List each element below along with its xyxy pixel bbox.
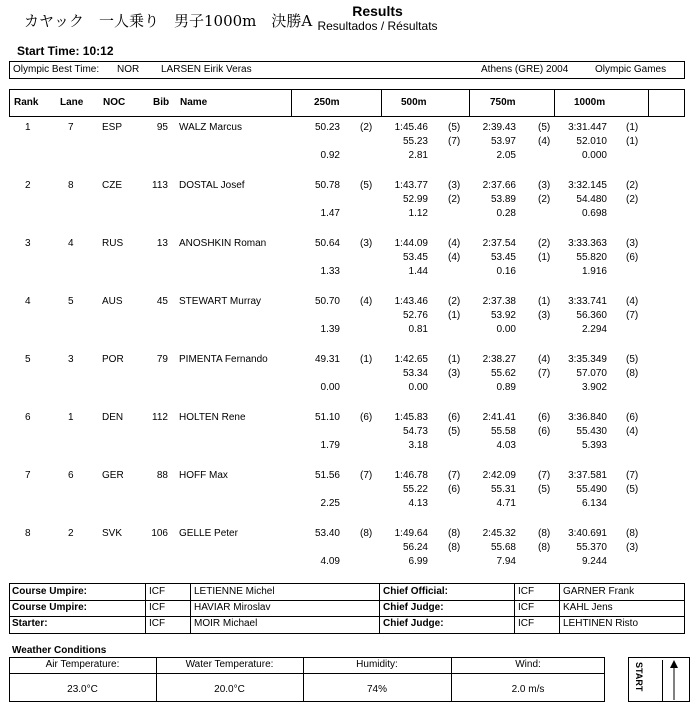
row-name: DOSTAL Josef [179,180,245,191]
row-bib: 79 [156,354,168,365]
official-role: Chief Judge: [383,618,444,629]
time-500m: 1:43.46 [394,296,428,307]
record-holder: LARSEN Eirik Veras [161,64,252,75]
col-250m: 250m [314,97,340,108]
split-500m: 55.23 [402,136,428,147]
row-name: ANOSHKIN Roman [179,238,267,249]
split-750m: 55.58 [490,426,516,437]
course-line [662,660,663,702]
behind-1000m: 6.134 [581,498,607,509]
official-org: ICF [149,586,166,597]
split-rank-500m: (5) [448,426,461,437]
rank-1000m: (4) [626,296,639,307]
col-name: Name [180,97,208,108]
col-divider [554,89,555,117]
row-bib: 88 [156,470,168,481]
row-lane: 7 [68,122,74,133]
split-rank-750m: (7) [538,368,551,379]
rank-500m: (5) [448,122,461,133]
behind-250m: 1.47 [320,208,340,219]
row-bib: 13 [156,238,168,249]
time-1000m: 3:33.363 [568,238,607,249]
behind-500m: 4.13 [408,498,428,509]
official-role: Chief Judge: [383,602,444,613]
behind-750m: 7.94 [496,556,516,567]
official-name: LETIENNE Michel [194,586,275,597]
official-name: HAVIAR Miroslav [194,602,271,613]
split-rank-750m: (6) [538,426,551,437]
time-1000m: 3:35.349 [568,354,607,365]
row-noc: POR [102,354,124,365]
start-label: START [634,662,644,692]
row-name: HOFF Max [179,470,228,481]
rank-250m: (6) [360,412,373,423]
behind-250m: 1.33 [320,266,340,277]
row-rank: 6 [25,412,31,423]
split-750m: 55.62 [490,368,516,379]
time-250m: 51.56 [314,470,340,481]
behind-1000m: 1.916 [581,266,607,277]
wind-value: 2.0 m/s [511,684,545,695]
time-1000m: 3:36.840 [568,412,607,423]
time-250m: 50.78 [314,180,340,191]
split-rank-500m: (6) [448,484,461,495]
behind-250m: 4.09 [320,556,340,567]
row-noc: CZE [102,180,122,191]
split-rank-1000m: (4) [626,426,639,437]
split-1000m: 56.360 [576,310,607,321]
official-role: Chief Official: [383,586,449,597]
behind-1000m: 5.393 [581,440,607,451]
rank-250m: (3) [360,238,373,249]
rank-500m: (6) [448,412,461,423]
row-lane: 5 [68,296,74,307]
time-750m: 2:37.54 [482,238,516,249]
behind-250m: 1.39 [320,324,340,335]
behind-250m: 1.79 [320,440,340,451]
time-750m: 2:41.41 [482,412,516,423]
row-noc: DEN [102,412,124,423]
rank-1000m: (2) [626,180,639,191]
air-temp-label: Air Temperature: [45,659,120,670]
split-750m: 55.68 [490,542,516,553]
time-250m: 53.40 [314,528,340,539]
split-750m: 53.97 [490,136,516,147]
rank-250m: (7) [360,470,373,481]
rank-250m: (1) [360,354,373,365]
split-500m: 52.76 [402,310,428,321]
split-rank-500m: (8) [448,542,461,553]
row-rank: 4 [25,296,31,307]
col-divider [469,89,470,117]
row-name: STEWART Murray [179,296,262,307]
col-divider [291,89,292,117]
rank-250m: (5) [360,180,373,191]
row-noc: ESP [102,122,123,133]
split-1000m: 55.370 [576,542,607,553]
row-noc: RUS [102,238,124,249]
split-1000m: 55.490 [576,484,607,495]
split-rank-750m: (3) [538,310,551,321]
behind-500m: 2.81 [408,150,428,161]
behind-1000m: 9.244 [581,556,607,567]
air-temp-value: 23.0°C [67,684,98,695]
officials-col-divider [514,583,515,634]
official-role: Course Umpire: [12,586,88,597]
row-lane: 8 [68,180,74,191]
time-500m: 1:43.77 [394,180,428,191]
time-1000m: 3:33.741 [568,296,607,307]
record-games: Olympic Games [595,64,667,75]
row-name: GELLE Peter [179,528,238,539]
split-rank-1000m: (1) [626,136,639,147]
record-noc: NOR [117,64,140,75]
split-rank-750m: (1) [538,252,551,263]
col-750m: 750m [490,97,516,108]
rank-1000m: (6) [626,412,639,423]
rank-750m: (7) [538,470,551,481]
col-500m: 500m [401,97,427,108]
split-rank-1000m: (6) [626,252,639,263]
rank-500m: (7) [448,470,461,481]
officials-col-divider [379,583,380,634]
split-1000m: 57.070 [576,368,607,379]
row-bib: 95 [156,122,168,133]
time-1000m: 3:40.691 [568,528,607,539]
row-noc: AUS [102,296,123,307]
behind-750m: 0.16 [496,266,516,277]
split-750m: 55.31 [490,484,516,495]
split-rank-500m: (7) [448,136,461,147]
official-org: ICF [149,602,166,613]
time-750m: 2:38.27 [482,354,516,365]
rank-250m: (4) [360,296,373,307]
col-rank: Rank [14,97,39,108]
rank-500m: (1) [448,354,461,365]
row-rank: 8 [25,528,31,539]
time-500m: 1:45.46 [394,122,428,133]
rank-250m: (8) [360,528,373,539]
rank-500m: (4) [448,238,461,249]
split-rank-500m: (4) [448,252,461,263]
row-rank: 3 [25,238,31,249]
split-500m: 53.45 [402,252,428,263]
humidity-label: Humidity: [356,659,398,670]
split-750m: 53.92 [490,310,516,321]
split-750m: 53.45 [490,252,516,263]
split-rank-1000m: (7) [626,310,639,321]
row-bib: 113 [152,180,168,191]
rank-750m: (2) [538,238,551,249]
behind-750m: 4.03 [496,440,516,451]
row-bib: 112 [152,412,168,423]
official-org: ICF [518,602,535,613]
rank-1000m: (3) [626,238,639,249]
split-rank-1000m: (5) [626,484,639,495]
wind-arrow-icon [668,660,680,700]
wind-label: Wind: [515,659,541,670]
record-place: Athens (GRE) 2004 [481,64,569,75]
time-500m: 1:49.64 [394,528,428,539]
water-temp-label: Water Temperature: [185,659,274,670]
time-500m: 1:42.65 [394,354,428,365]
behind-250m: 0.00 [320,382,340,393]
split-rank-750m: (8) [538,542,551,553]
start-time: Start Time: 10:12 [17,44,114,58]
officials-col-divider [190,583,191,634]
split-1000m: 52.010 [576,136,607,147]
row-noc: GER [102,470,124,481]
official-name: GARNER Frank [563,586,635,597]
official-role: Starter: [12,618,48,629]
split-rank-500m: (2) [448,194,461,205]
split-500m: 53.34 [402,368,428,379]
time-500m: 1:45.83 [394,412,428,423]
rank-750m: (8) [538,528,551,539]
time-250m: 50.64 [314,238,340,249]
column-header [9,89,685,117]
row-lane: 3 [68,354,74,365]
event-title-japanese: カヤック 一人乗り 男子1000m 決勝A [24,12,313,30]
behind-1000m: 0.698 [581,208,607,219]
split-rank-750m: (4) [538,136,551,147]
official-org: ICF [149,618,166,629]
row-rank: 2 [25,180,31,191]
col-bib: Bib [153,97,170,108]
rank-500m: (3) [448,180,461,191]
col-noc: NOC [103,97,126,108]
rank-750m: (5) [538,122,551,133]
split-rank-500m: (1) [448,310,461,321]
time-500m: 1:46.78 [394,470,428,481]
row-name: HOLTEN Rene [179,412,246,423]
official-org: ICF [518,586,535,597]
row-rank: 5 [25,354,31,365]
official-name: MOIR Michael [194,618,258,629]
behind-1000m: 3.902 [581,382,607,393]
behind-750m: 0.89 [496,382,516,393]
col-1000m: 1000m [574,97,606,108]
split-rank-1000m: (2) [626,194,639,205]
col-divider [381,89,382,117]
rank-750m: (1) [538,296,551,307]
rank-750m: (4) [538,354,551,365]
rank-1000m: (1) [626,122,639,133]
officials-col-divider [145,583,146,634]
page-title: Results [352,3,403,19]
behind-750m: 4.71 [496,498,516,509]
time-750m: 2:37.38 [482,296,516,307]
official-role: Course Umpire: [12,602,88,613]
behind-500m: 6.99 [408,556,428,567]
rank-500m: (2) [448,296,461,307]
time-250m: 51.10 [314,412,340,423]
split-500m: 52.99 [402,194,428,205]
time-1000m: 3:31.447 [568,122,607,133]
row-rank: 1 [25,122,31,133]
col-lane: Lane [60,97,84,108]
officials-row-divider [9,616,685,617]
behind-1000m: 2.294 [581,324,607,335]
behind-750m: 0.28 [496,208,516,219]
time-1000m: 3:37.581 [568,470,607,481]
behind-500m: 1.44 [408,266,428,277]
time-250m: 50.70 [314,296,340,307]
row-rank: 7 [25,470,31,481]
col-divider [648,89,649,117]
row-lane: 4 [68,238,74,249]
officials-col-divider [559,583,560,634]
split-500m: 56.24 [402,542,428,553]
time-750m: 2:39.43 [482,122,516,133]
time-750m: 2:37.66 [482,180,516,191]
behind-500m: 1.12 [408,208,428,219]
time-750m: 2:45.32 [482,528,516,539]
humidity-value: 74% [366,684,387,695]
page-subtitle: Resultados / Résultats [317,19,438,33]
split-500m: 55.22 [402,484,428,495]
behind-500m: 0.81 [408,324,428,335]
behind-500m: 3.18 [408,440,428,451]
rank-500m: (8) [448,528,461,539]
rank-750m: (6) [538,412,551,423]
behind-1000m: 0.000 [581,150,607,161]
behind-750m: 2.05 [496,150,516,161]
record-box [9,61,685,79]
weather-row-divider [9,673,605,674]
split-rank-500m: (3) [448,368,461,379]
row-noc: SVK [102,528,123,539]
row-name: WALZ Marcus [179,122,242,133]
row-name: PIMENTA Fernando [179,354,268,365]
rank-1000m: (5) [626,354,639,365]
split-750m: 53.89 [490,194,516,205]
row-lane: 1 [68,412,74,423]
row-bib: 106 [151,528,168,539]
behind-750m: 0.00 [496,324,516,335]
split-1000m: 55.820 [576,252,607,263]
time-250m: 50.23 [314,122,340,133]
rank-250m: (2) [360,122,373,133]
split-rank-1000m: (3) [626,542,639,553]
row-bib: 45 [156,296,168,307]
behind-250m: 0.92 [320,150,340,161]
rank-750m: (3) [538,180,551,191]
rank-1000m: (7) [626,470,639,481]
split-rank-750m: (5) [538,484,551,495]
row-lane: 6 [68,470,74,481]
officials-row-divider [9,600,685,601]
record-label: Olympic Best Time: [13,64,100,75]
rank-1000m: (8) [626,528,639,539]
split-rank-1000m: (8) [626,368,639,379]
official-name: LEHTINEN Risto [563,618,639,629]
official-org: ICF [518,618,535,629]
split-1000m: 54.480 [576,194,607,205]
time-750m: 2:42.09 [482,470,516,481]
time-1000m: 3:32.145 [568,180,607,191]
split-1000m: 55.430 [576,426,607,437]
weather-title: Weather Conditions [12,645,107,656]
time-500m: 1:44.09 [394,238,428,249]
split-rank-750m: (2) [538,194,551,205]
row-lane: 2 [68,528,74,539]
time-250m: 49.31 [314,354,340,365]
split-500m: 54.73 [402,426,428,437]
water-temp-value: 20.0°C [214,684,245,695]
behind-500m: 0.00 [408,382,428,393]
official-name: KAHL Jens [563,602,613,613]
behind-250m: 2.25 [320,498,340,509]
